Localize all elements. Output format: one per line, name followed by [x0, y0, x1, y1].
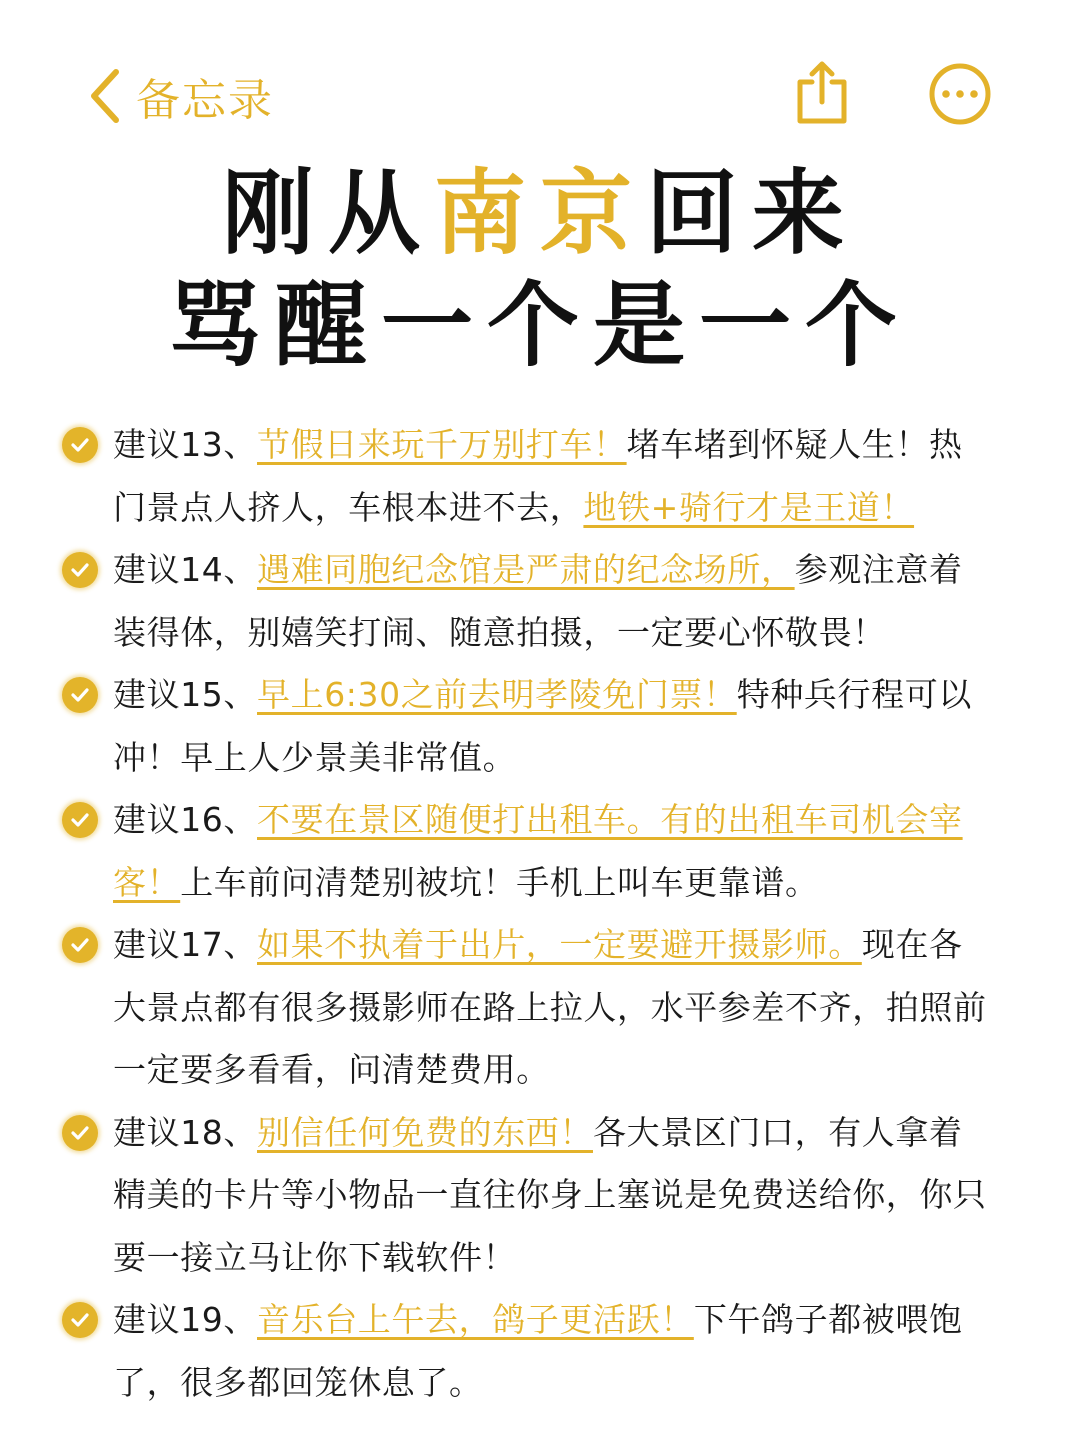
check-icon: [62, 427, 98, 463]
title-line-2: 骂醒一个是一个: [168, 272, 911, 379]
check-icon: [62, 677, 98, 713]
list-item: 建议15、早上6:30之前去明孝陵免门票！特种兵行程可以冲！早上人少景美非常值。: [62, 664, 992, 789]
title-line-1: 刚从南京回来: [221, 160, 859, 267]
check-icon: [62, 552, 98, 588]
highlight-text: 早上6:30之前去明孝陵免门票！: [257, 675, 737, 714]
highlight-text: 别信任何免费的东西！: [257, 1112, 593, 1152]
share-icon[interactable]: [795, 60, 849, 126]
page-title: [0, 158, 1080, 382]
back-button[interactable]: [88, 64, 274, 128]
chevron-left-icon: [88, 66, 124, 126]
back-label: 备忘录: [136, 75, 274, 126]
highlight-text: 遇难同胞纪念馆是严肃的纪念场所，: [257, 550, 795, 589]
highlight-text: 不要在景区随便打出租车。有的出租车司机会宰客！: [113, 800, 963, 902]
tips-list: [62, 414, 992, 1414]
highlight-text: 音乐台上午去，鸽子更活跃！: [257, 1300, 694, 1339]
check-icon: [62, 802, 98, 838]
more-icon[interactable]: [928, 62, 992, 126]
check-icon: [62, 1115, 98, 1151]
list-item: 建议19、音乐台上午去，鸽子更活跃！下午鸽子都被喂饱了，很多都回笼休息了。: [62, 1289, 992, 1414]
highlight-text: 如果不执着于出片，一定要避开摄影师。: [257, 925, 862, 964]
highlight-text: 地铁+骑行才是王道！: [583, 487, 915, 527]
nav-bar: [0, 60, 1080, 130]
list-item: 建议17、如果不执着于出片，一定要避开摄影师。现在各大景点都有很多摄影师在路上拉人，水平参差不齐，拍照前一定要多看看，问清楚费用。: [62, 914, 992, 1102]
list-item: 建议16、不要在景区随便打出租车。有的出租车司机会宰客！上车前问清楚别被坑！手机上叫车更靠谱。: [62, 789, 992, 914]
list-item: 建议14、遇难同胞纪念馆是严肃的纪念场所，参观注意着装得体，别嬉笑打闹、随意拍摄，一定要心怀敬畏！: [62, 539, 992, 664]
title-highlight: 南京: [433, 160, 646, 267]
highlight-text: 节假日来玩千万别打车！: [257, 425, 627, 464]
check-icon: [62, 927, 98, 963]
list-item: 建议18、别信任何免费的东西！各大景区门口，有人拿着精美的卡片等小物品一直往你身上塞说是免费送给你，你只要一接立马让你下载软件！: [62, 1102, 992, 1290]
check-icon: [62, 1302, 98, 1338]
list-item: 建议13、节假日来玩千万别打车！堵车堵到怀疑人生！热门景点人挤人，车根本进不去，地铁+骑行才是王道！: [62, 414, 992, 539]
